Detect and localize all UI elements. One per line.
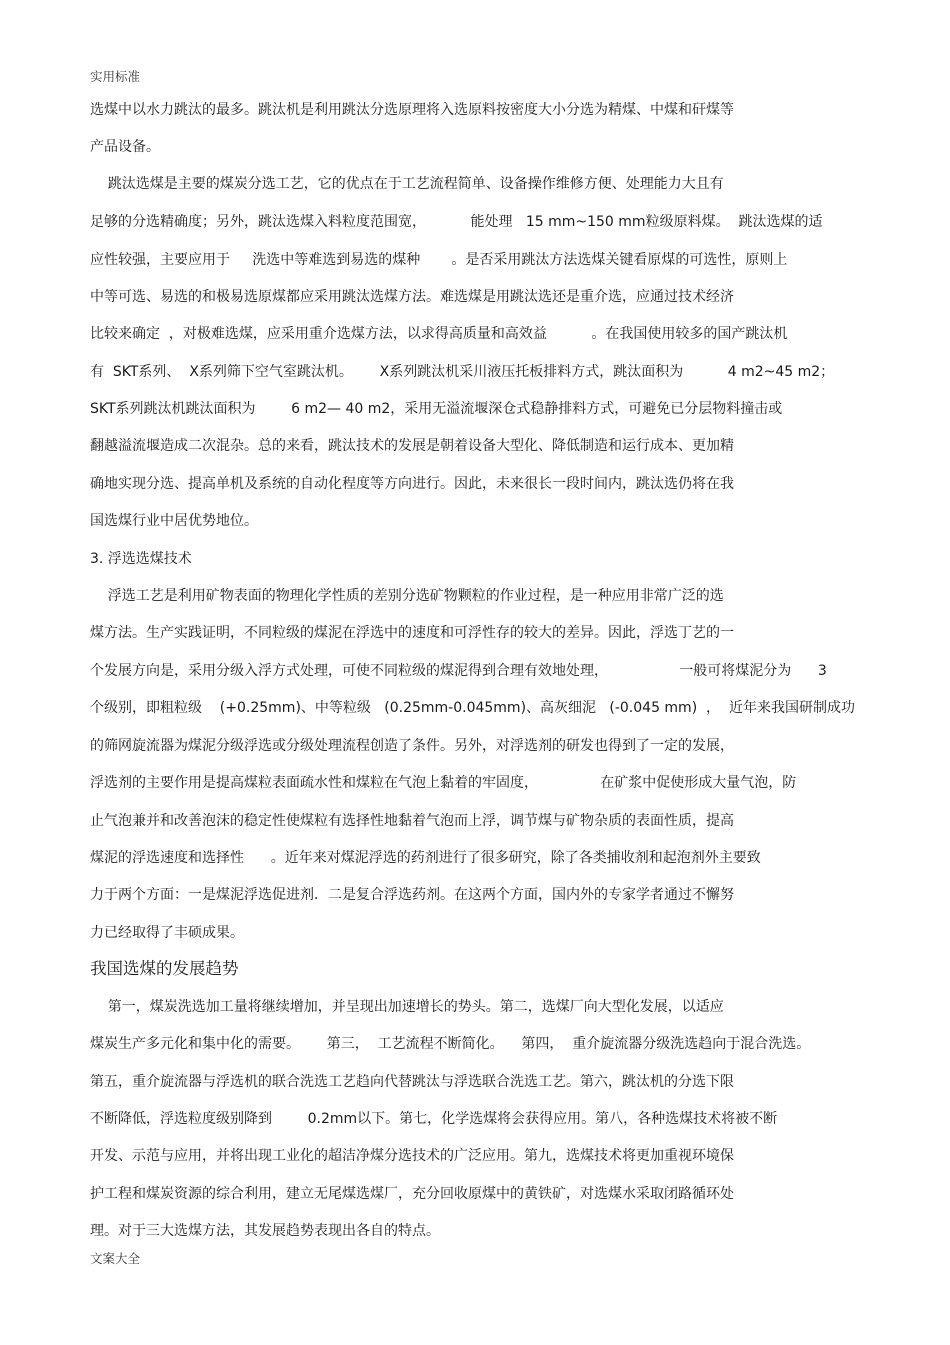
- paragraph-line: 翻越溢流堰造成二次混杂。总的来看，跳汰技术的发展是朝着设备大型化、降低制造和运行成本、更加精: [90, 438, 734, 454]
- paragraph-line: 个发展方向是，采用分级入浮方式处理，可使不同粒级的煤泥得到合理有效地处理， 一般可将煤泥分为 3: [90, 663, 827, 679]
- paragraph-line: 有 SKT系列、 X系列筛下空气室跳汰机。 X系列跳汰机采川液压托板排料方式，跳汰面积为 4 m2~45 m2；: [90, 364, 835, 380]
- paragraph-line: 比较来确定 ，对极难选煤，应采用重介选煤方法，以求得高质量和高效益 。在我国使用较多的国产跳汰机: [90, 326, 788, 342]
- section-heading: 3. 浮选选煤技术: [90, 551, 192, 567]
- paragraph-line: 第五，重介旋流器与浮选机的联合洗选工艺趋向代替跳汰与浮选联合洗选工艺。第六，跳汰机的分选下限: [90, 1074, 734, 1090]
- paragraph-line: 止气泡兼并和改善泡沫的稳定性使煤粒有选择性地黏着气泡而上浮，调节煤与矿物杂质的表面性质，提高: [90, 813, 734, 829]
- page-header: 实用标准: [90, 69, 141, 84]
- paragraph-line: 不断降低，浮选粒度级别降到 0.2mm以下。第七，化学选煤将会获得应用。第八，各种选煤技术将被不断: [90, 1111, 778, 1127]
- paragraph-line: 选煤中以水力跳汰的最多。跳汰机是利用跳汰分选原理将入选原料按密度大小分选为精煤、中煤和矸煤等: [90, 102, 734, 118]
- section-heading: 我国选煤的发展趋势: [90, 959, 239, 978]
- paragraph-line: 应性较强，主要应用于 洗选中等难选到易选的煤种 。是否采用跳汰方法选煤关键看原煤的可选性，原则上: [90, 252, 788, 268]
- paragraph-line: 第一，煤炭洗选加工量将继续增加，并呈现出加速增长的势头。第二，选煤厂向大型化发展，以适应: [90, 999, 724, 1015]
- paragraph-line: 中等可选、易选的和极易选原煤都应采用跳汰选煤方法。难选煤是用跳汰选还是重介选，应通过技术经济: [90, 289, 734, 305]
- paragraph-line: 足够的分选精确度；另外，跳汰选煤入料粒度范围宽， 能处理 15 mm~150 mm粒级原料煤。 跳汰选煤的适: [90, 214, 823, 230]
- paragraph-line: 开发、示范与应用，并将出现工业化的超洁净煤分选技术的广泛应用。第九，选煤技术将更加重视环境保: [90, 1148, 734, 1164]
- paragraph-line: 跳汰选煤是主要的煤炭分选工艺，它的优点在于工艺流程简单、设备操作维修方便、处理能力大且有: [90, 176, 724, 192]
- paragraph-line: 力已经取得了丰硕成果。: [90, 925, 244, 941]
- page-footer: 文案大全: [90, 1251, 141, 1266]
- paragraph-line: 煤炭生产多元化和集中化的需要。 第三， 工艺流程不断简化。 第四， 重介旋流器分级洗选趋向于混合洗选。: [90, 1036, 811, 1052]
- paragraph-line: 浮选剂的主要作用是提高煤粒表面疏水性和煤粒在气泡上黏着的牢固度， 在矿浆中促使形成大量气泡，防: [90, 775, 797, 791]
- paragraph-line: 浮选工艺是利用矿物表面的物理化学性质的差别分选矿物颗粒的作业过程，是一种应用非常广泛的选: [90, 588, 724, 604]
- paragraph-line: 力于两个方面：一是煤泥浮选促进剂．二是复合浮选药剂。在这两个方面，国内外的专家学者通过不懈努: [90, 887, 734, 903]
- paragraph-line: SKT系列跳汰机跳汰面积为 6 m2— 40 m2，采用无溢流堰深仓式稳静排料方式，可避免已分层物料撞击或: [90, 401, 783, 417]
- paragraph-line: 护工程和煤炭资源的综合利用，建立无尾煤选煤厂，充分回收原煤中的黄铁矿，对选煤水采取闭路循环处: [90, 1186, 734, 1202]
- paragraph-line: 煤方法。生产实践证明，不同粒级的煤泥在浮选中的速度和可浮性存的较大的差异。因此，浮选丁艺的一: [90, 625, 734, 641]
- paragraph-line: 理。对于三大选煤方法，其发展趋势表现出各自的特点。: [90, 1223, 440, 1239]
- paragraph-line: 产品设备。: [90, 139, 160, 155]
- paragraph-line: 个级别，即粗粒级 (+0.25mm)、中等粒级 (0.25mm-0.045mm)、高灰细泥 (-0.045 mm) ， 近年来我国研制成功: [90, 700, 855, 716]
- paragraph-line: 确地实现分选、提高单机及系统的自动化程度等方向进行。因此，未来很长一段时间内，跳汰选仍将在我: [90, 476, 734, 492]
- paragraph-line: 煤泥的浮选速度和选择性 。近年来对煤泥浮选的药剂进行了很多研究，除了各类捕收剂和起泡剂外主要致: [90, 850, 761, 866]
- paragraph-line: 的筛网旋流器为煤泥分级浮选或分级处理流程创造了条件。另外，对浮选剂的研发也得到了一定的发展，: [90, 738, 734, 754]
- paragraph-line: 国选煤行业中居优势地位。: [90, 513, 258, 529]
